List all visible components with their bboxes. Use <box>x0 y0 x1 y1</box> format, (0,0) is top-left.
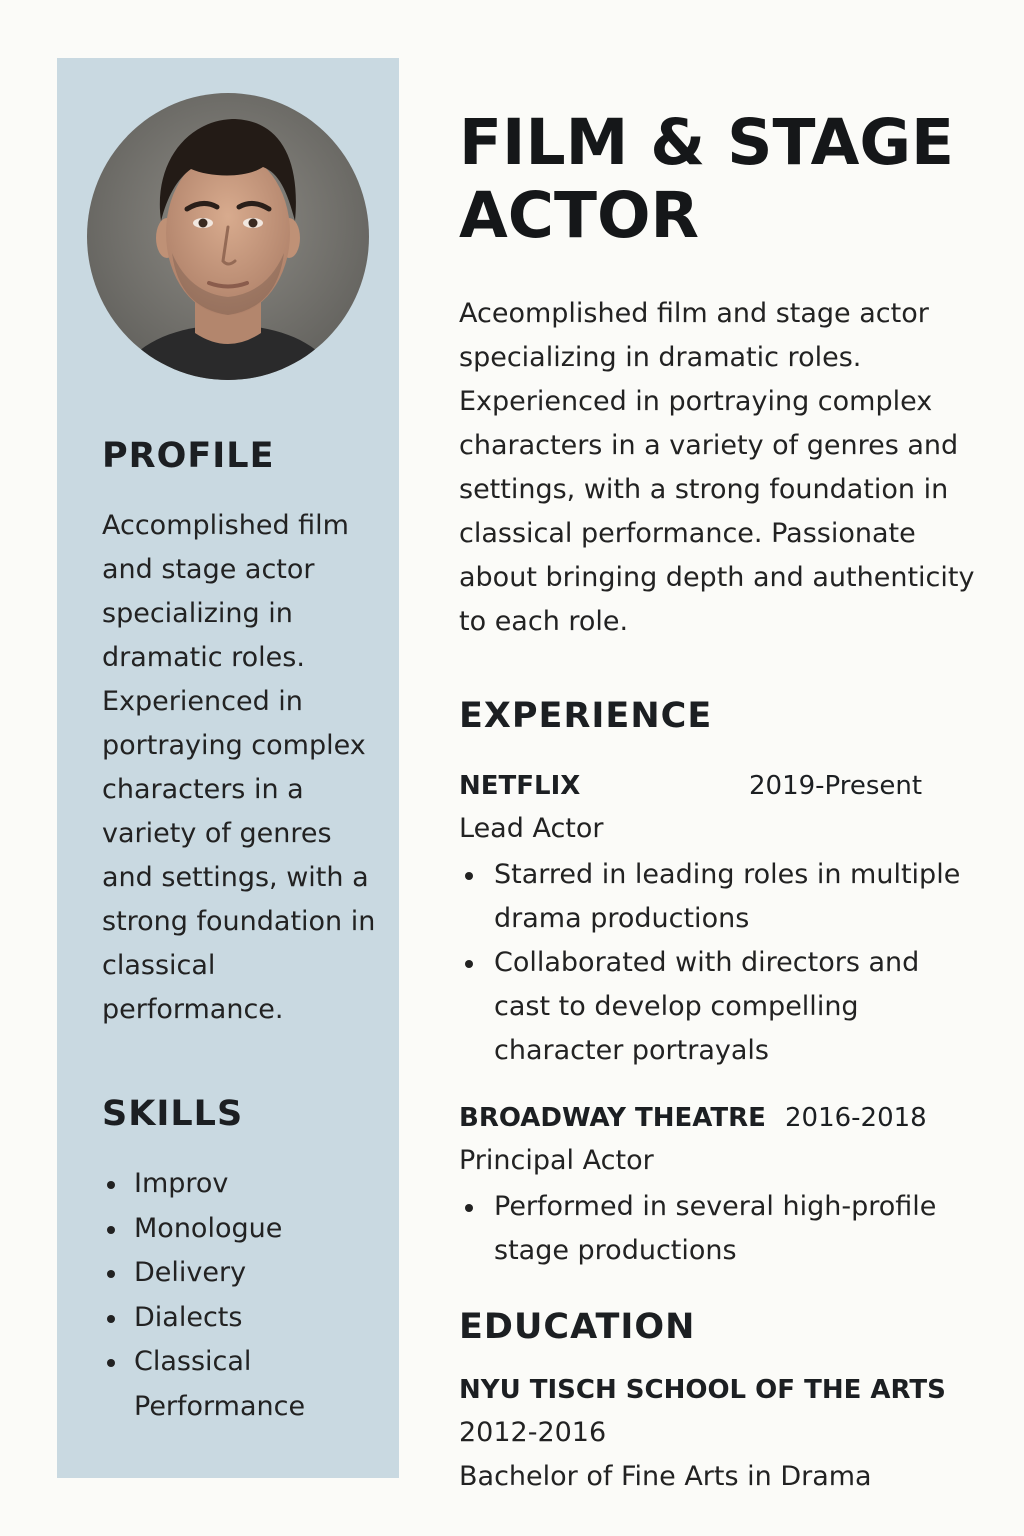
portrait-photo <box>87 93 369 380</box>
avatar <box>87 93 369 380</box>
profile-text: Accomplished film and stage actor specializing in dramatic roles. Experienced in portraying complex characters in a variety of genres and settings, with a strong foundation in classical performance. <box>102 510 376 1025</box>
job-dates: 2016-2018 <box>785 1103 927 1133</box>
job-bullets <box>459 853 979 1073</box>
skills-heading: SKILLS <box>102 1094 244 1134</box>
education-school: NYU TISCH SCHOOL OF THE ARTS <box>459 1375 946 1405</box>
skill-item: Classical Performance <box>102 1340 372 1429</box>
education-degree: Bachelor of Fine Arts in Drama <box>459 1461 872 1492</box>
job-bullet: Collaborated with directors and cast to develop compelling character portrayals <box>459 941 979 1073</box>
skill-item: Monologue <box>102 1207 372 1252</box>
skill-item: Improv <box>102 1162 372 1207</box>
page-title: FILM & STAGE ACTOR <box>459 106 955 252</box>
skill-item: Delivery <box>102 1251 372 1296</box>
skill-item: Dialects <box>102 1296 372 1341</box>
job-role: Principal Actor <box>459 1145 654 1176</box>
sidebar <box>57 58 399 1478</box>
profile-heading: PROFILE <box>102 436 275 476</box>
education-heading: EDUCATION <box>459 1307 696 1347</box>
job-role: Lead Actor <box>459 813 604 844</box>
job-dates: 2019-Present <box>749 771 923 801</box>
summary-text: Aceomplished film and stage actor specializing in dramatic roles. Experienced in portraying complex characters in a variety of genres and settings, with a strong foundation in classical performance. Passionate about bringing depth and authenticity to each role. <box>459 298 975 637</box>
job-company: BROADWAY THEATRE <box>459 1103 766 1133</box>
job-bullets <box>459 1185 979 1273</box>
job-company: NETFLIX <box>459 771 581 801</box>
experience-heading: EXPERIENCE <box>459 696 713 736</box>
job-bullet: Starred in leading roles in multiple drama productions <box>459 853 979 941</box>
skills-list <box>102 1162 372 1429</box>
education-years: 2012-2016 <box>459 1417 607 1448</box>
job-bullet: Performed in several high-profile stage productions <box>459 1185 979 1273</box>
